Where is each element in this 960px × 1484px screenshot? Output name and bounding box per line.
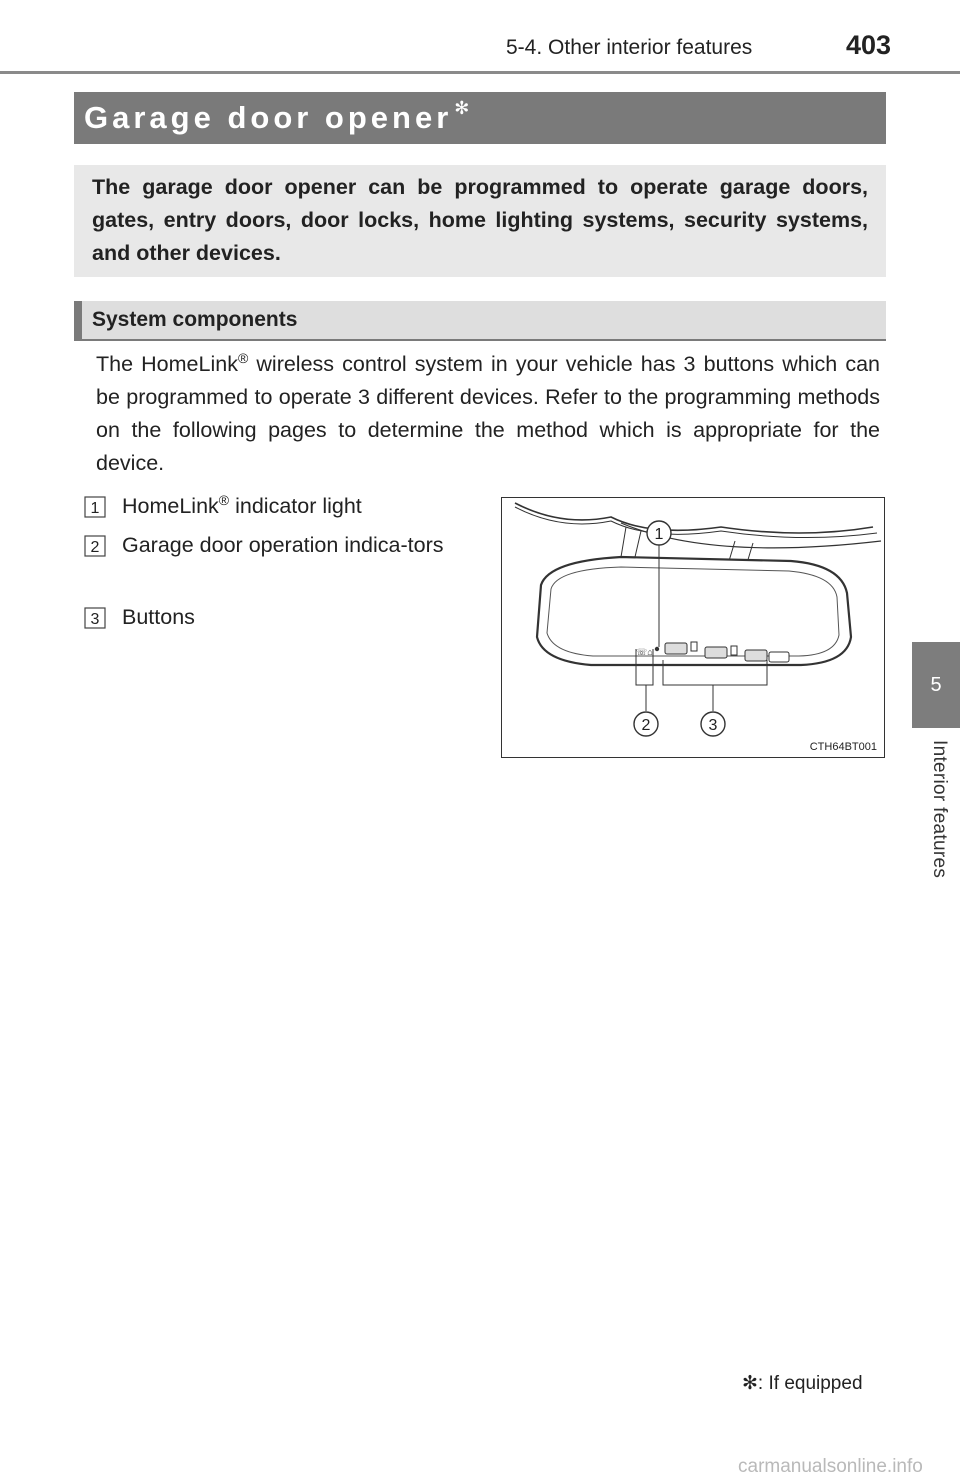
section-title-bar	[74, 92, 886, 144]
registered-mark: ®	[237, 349, 249, 366]
svg-text:2: 2	[90, 539, 100, 556]
svg-text:☏⌂: ☏⌂	[636, 647, 653, 657]
body-text-rest: wireless control system in your vehicle has 3 buttons which can be programmed to operate 3 different devices. Refer to the programming methods on the following pages to determine the method which is appropriate for the device.	[96, 352, 880, 475]
footnote-text: : If equipped	[757, 1373, 863, 1394]
rearview-mirror-illustration	[501, 497, 885, 758]
subheading-text: System components	[92, 308, 298, 331]
callout-1: 1	[654, 526, 664, 543]
number-2-icon	[84, 535, 106, 557]
chapter-number: 5	[930, 673, 942, 696]
svg-text:3: 3	[90, 611, 100, 628]
section-title: Garage door opener	[84, 100, 453, 135]
chapter-tab[interactable]	[912, 642, 960, 728]
svg-text:1: 1	[90, 500, 100, 517]
subheading	[74, 301, 886, 341]
callout-2: 2	[641, 717, 651, 734]
legend-text-2: Garage door operation indica-tors	[122, 533, 444, 557]
footnote-marker-icon: ✻	[742, 1373, 758, 1394]
intro-summary: The garage door opener can be programmed to operate garage doors, gates, entry doors, door locks, home lighting systems, security systems, and other devices.	[74, 165, 886, 277]
number-1-icon	[84, 496, 106, 518]
chapter-label: Interior features	[929, 740, 950, 879]
if-equipped-marker-icon: ✻	[454, 97, 470, 118]
legend-text-3: Buttons	[122, 605, 195, 629]
legend-text-1: HomeLink® indicator light	[122, 491, 362, 518]
body-paragraph	[96, 348, 880, 480]
body-text-start: The HomeLink	[96, 352, 238, 376]
header-divider	[0, 71, 960, 74]
number-3-icon	[84, 607, 106, 629]
page-number: 403	[846, 30, 892, 60]
callout-3: 3	[708, 717, 718, 734]
figure-code: CTH64BT001	[809, 741, 877, 753]
header-section-title: 5-4. Other interior features	[506, 36, 753, 59]
footnote	[742, 1372, 863, 1395]
watermark: carmanualsonline.info	[738, 1456, 923, 1477]
